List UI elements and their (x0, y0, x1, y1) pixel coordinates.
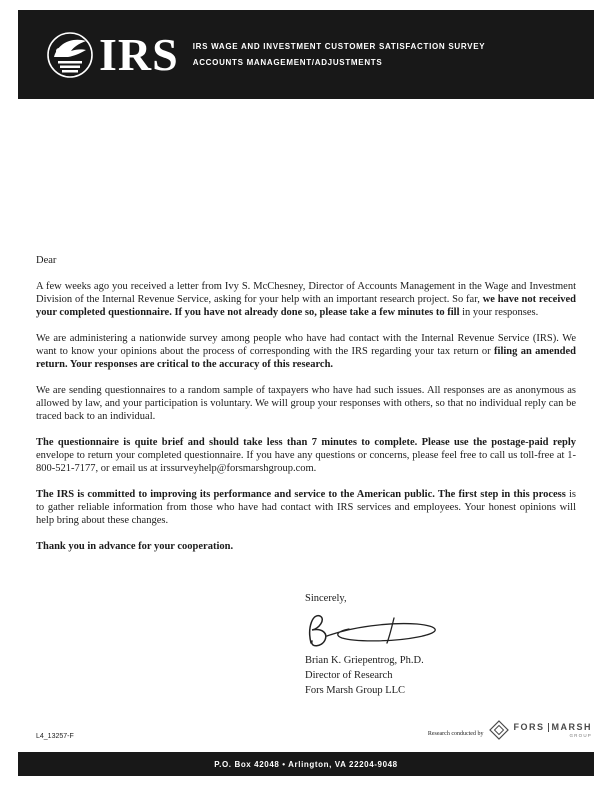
text-run: The IRS is committed to improving its performance and service to the American public. The first step in this process (36, 489, 569, 500)
text-run: is to gather reliable information from those who have had contact with IRS services and employees. Your honest opinions will help bring about these changes. (36, 489, 576, 526)
paragraph-5 (36, 488, 576, 527)
fors-marsh-name (513, 722, 592, 732)
form-code: L4_13257-F (36, 733, 74, 740)
fors-marsh-divider (548, 723, 549, 732)
paragraph-3 (36, 384, 576, 423)
signer-name: Brian K. Griepentrog, Ph.D. (305, 655, 424, 666)
text-run: in your responses. (459, 307, 539, 318)
salutation: Dear (36, 255, 57, 266)
research-credit-label: Research conducted by (427, 731, 484, 737)
header-title-line2: ACCOUNTS MANAGEMENT/ADJUSTMENTS (192, 58, 383, 67)
text-run: A few weeks ago you received a letter from Ivy S. McChesney, Director of Accounts Management in the Wage and Investment Division of the Internal Revenue Service, asking for your help with an important research project. So far, (36, 281, 576, 305)
signer-org: Fors Marsh Group LLC (305, 685, 406, 696)
irs-logo (46, 28, 179, 80)
footer-address: P.O. Box 42048 • Arlington, VA 22204-9048 (214, 759, 398, 769)
research-credit (428, 720, 592, 740)
letter-body (36, 254, 576, 566)
text-run: Thank you in advance for your cooperation. (36, 541, 234, 552)
closing: Sincerely, (305, 593, 347, 604)
header-banner (18, 10, 594, 99)
irs-logo-text: IRS (99, 28, 179, 80)
text-run: We are sending questionnaires to a random sample of taxpayers who have had such issues. All responses are as anonymous as allowed by law, and your participation is voluntary. We will group your responses with others, so that no individual reply can be traced back to an individual. (36, 385, 576, 422)
paragraph-4 (36, 436, 576, 475)
irs-eagle-icon (46, 31, 94, 79)
closing-block (305, 592, 447, 698)
paragraph-1 (36, 280, 576, 319)
fors-marsh-wordmark (513, 722, 592, 738)
footer-address-bar (18, 752, 594, 776)
header-title-line1: IRS WAGE AND INVESTMENT CUSTOMER SATISFACTION SURVEY (192, 42, 486, 51)
text-run: We are administering a nationwide survey among people who have had contact with the Internal Revenue Service (IRS). We want to know your opinions about the process of corresponding with the IRS regarding your tax return or (36, 333, 576, 357)
text-run: filing an amended return. Your responses are critical to the accuracy of this research. (36, 346, 576, 370)
text-run: we have not received your completed questionnaire. If you have not already done so, please take a few minutes to fill (36, 294, 576, 318)
text-run: envelope to return your completed questionnaire. If you have any questions or concerns, please feel free to call us toll-free at 1-800-521-7177, or email us at irssurveyhelp@forsmarshgroup.com. (36, 450, 576, 474)
fors-marsh-word1: FORS (513, 722, 545, 732)
signer-title: Director of Research (305, 670, 393, 681)
header-titles (193, 42, 486, 67)
text-run: The questionnaire is quite brief and should take less than 7 minutes to complete. Please use the postage-paid reply (36, 437, 576, 448)
fors-marsh-logo (489, 720, 592, 740)
fors-marsh-diamond-icon (489, 720, 509, 740)
signature (297, 607, 447, 653)
paragraph-2 (36, 332, 576, 371)
fors-marsh-sub: GROUP (569, 733, 592, 738)
paragraph-6 (36, 540, 576, 553)
fors-marsh-word2: MARSH (551, 722, 592, 732)
